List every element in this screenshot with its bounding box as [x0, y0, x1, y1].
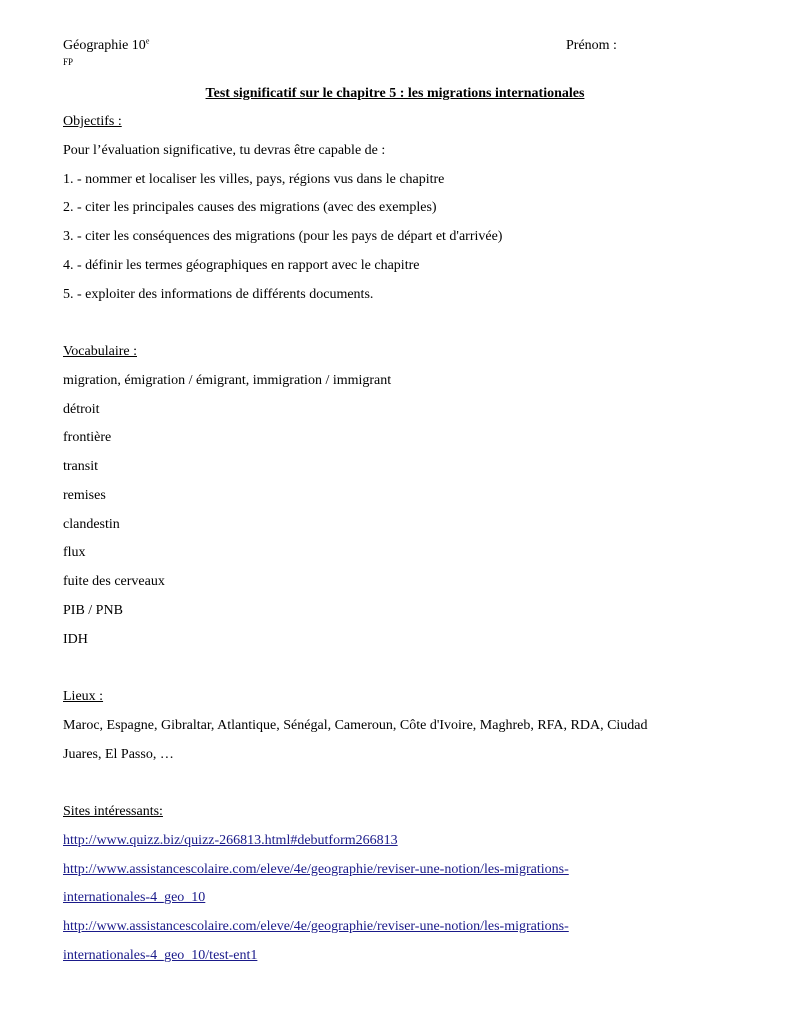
places-heading: Lieux : [63, 689, 104, 704]
site-link-assistance-1-cont[interactable]: internationales-4_geo_10 [63, 890, 206, 906]
subject-text: Géographie 10 [63, 38, 146, 53]
sites-heading: Sites intéressants: [63, 804, 163, 819]
vocabulary-item: IDH [63, 631, 88, 647]
vocabulary-item: fuite des cerveaux [63, 574, 165, 589]
spacer [63, 309, 730, 338]
site-link-assistance-2-cont[interactable]: internationales-4_geo_10/test-ent1 [63, 947, 258, 963]
objective-item: 2. - citer les principales causes des migrations (avec des exemples) [63, 200, 437, 216]
vocabulary-item: PIB / PNB [63, 602, 123, 618]
objective-item: 5. - exploiter des informations de différents documents. [63, 286, 374, 302]
site-link-quizz[interactable]: http://www.quizz.biz/quizz-266813.html#debutform266813 [63, 832, 398, 848]
vocabulary-item: transit [63, 459, 98, 474]
teacher-initials: FP [63, 57, 74, 67]
spacer [63, 654, 730, 683]
document-title: Test significatif sur le chapitre 5 : les migrations internationales [205, 86, 585, 101]
document-body [63, 108, 730, 971]
vocabulary-heading: Vocabulaire : [63, 344, 137, 359]
page-header [63, 0, 730, 88]
vocabulary-item: flux [63, 545, 86, 561]
vocabulary-item: clandestin [63, 516, 120, 532]
objectives-intro: Pour l’évaluation significative, tu devras être capable de : [63, 142, 386, 158]
places-list-line: Maroc, Espagne, Gibraltar, Atlantique, Sénégal, Cameroun, Côte d'Ivoire, Maghreb, RFA, RDA, Ciudad [63, 717, 648, 733]
objective-item: 4. - définir les termes géographiques en rapport avec le chapitre [63, 257, 420, 273]
vocabulary-item: remises [63, 487, 106, 503]
vocabulary-item: détroit [63, 401, 100, 417]
site-link-assistance-1[interactable]: http://www.assistancescolaire.com/eleve/4e/geographie/reviser-une-notion/les-migrations- [63, 861, 569, 877]
vocabulary-item: migration, émigration / émigrant, immigration / immigrant [63, 372, 392, 388]
site-link-assistance-2[interactable]: http://www.assistancescolaire.com/eleve/4e/geographie/reviser-une-notion/les-migrations- [63, 919, 569, 934]
objectives-heading: Objectifs : [63, 114, 122, 129]
objective-item: 3. - citer les conséquences des migrations (pour les pays de départ et d'arrivée) [63, 229, 503, 244]
name-label: Prénom : [566, 38, 617, 53]
objective-item: 1. - nommer et localiser les villes, pays, régions vus dans le chapitre [63, 171, 445, 187]
subject-superscript: e [145, 36, 150, 46]
places-list-line: Juares, El Passo, … [63, 746, 174, 762]
spacer [63, 769, 730, 798]
subject-label [63, 38, 149, 54]
vocabulary-item: frontière [63, 430, 112, 446]
